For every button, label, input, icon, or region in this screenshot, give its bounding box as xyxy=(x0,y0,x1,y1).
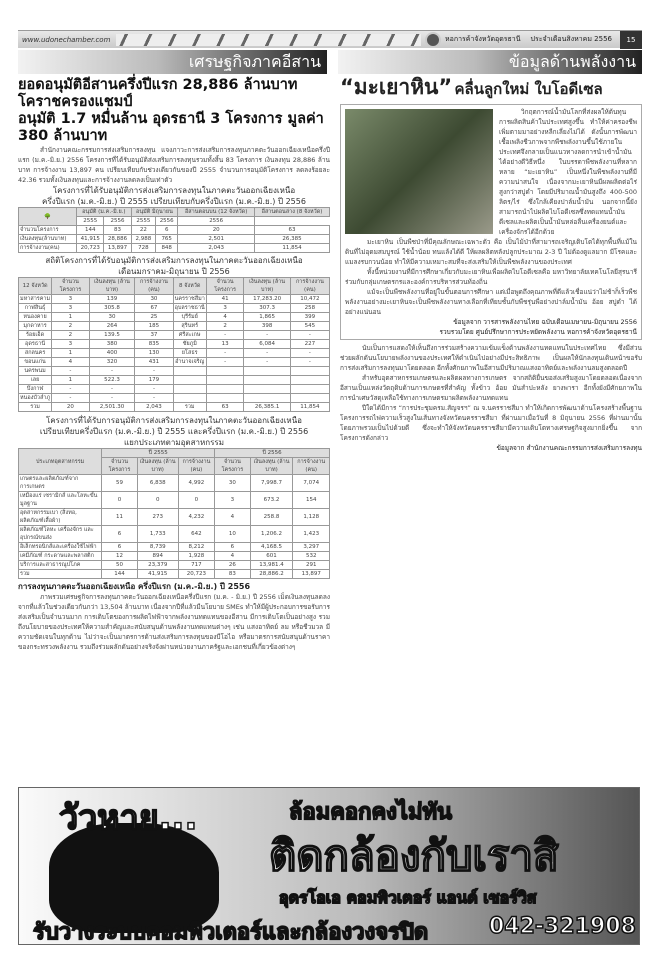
table-cell: 717 xyxy=(178,561,214,570)
th: อีสานตอนบน (12 จังหวัด) xyxy=(178,208,255,217)
table-cell: 765 xyxy=(156,235,178,244)
table-cell: ร้อยเอ็ด xyxy=(19,331,52,340)
table-cell: จำนวนโครงการ xyxy=(206,278,244,295)
table-cell: 41,915 xyxy=(77,235,104,244)
table-cell: 273 xyxy=(137,509,178,526)
table-cell: เงินลงทุน (ล้านบาท) xyxy=(244,278,290,295)
table-cell: 1 xyxy=(52,376,90,385)
table-row xyxy=(19,244,330,253)
table-cell: 2,988 xyxy=(131,235,155,244)
th: อนุมัติ มิถุนายน xyxy=(131,208,178,217)
table-cell: 7,998.7 xyxy=(250,475,293,492)
table-cell: 4 xyxy=(52,358,90,367)
table-cell: - xyxy=(206,358,244,367)
source-credit: ข้อมูลจาก วารสารพลังงานไทย ฉบับเดือนเมษายน-มิถุนายน 2556 xyxy=(453,318,637,326)
table-row xyxy=(19,492,330,509)
table-cell: หนองบัวลำภู xyxy=(20,395,51,401)
table-row xyxy=(19,358,330,367)
table-cell: 3,297 xyxy=(293,543,330,552)
table-row xyxy=(19,552,330,561)
table-cell: - xyxy=(135,385,173,394)
table-cell: - xyxy=(52,367,90,376)
table-cell: 13,897 xyxy=(104,244,131,253)
table-cell: 185 xyxy=(135,322,173,331)
table-row xyxy=(19,376,330,385)
table-cell: จำนวนโครงการ xyxy=(19,226,77,235)
table-cell: 4,992 xyxy=(178,475,214,492)
table-cell: 139.5 xyxy=(89,331,135,340)
table-cell: จำนวนโครงการ xyxy=(102,458,138,475)
table-cell: 431 xyxy=(135,358,173,367)
table-row xyxy=(19,349,330,358)
table-cell: 398 xyxy=(244,322,290,331)
table-cell xyxy=(173,376,206,385)
right-column xyxy=(340,75,642,453)
table-cell: - xyxy=(89,367,135,376)
table-cell: 4 xyxy=(206,313,244,322)
table-row xyxy=(19,367,330,376)
table-cell: เกษตรและผลิตภัณฑ์จากการเกษตร xyxy=(19,475,102,492)
table-cell: จำนวนโครงการ xyxy=(215,458,251,475)
table-cell: นครราชสีมา xyxy=(174,296,205,302)
table-cell: มหาสารคาม xyxy=(20,296,51,302)
table-cell: ยโสธร xyxy=(173,349,206,358)
table-cell: 26,385 xyxy=(255,235,330,244)
table-cell: การจ้างงาน (คน) xyxy=(135,278,173,295)
table-cell: ศรีสะเกษ xyxy=(173,331,206,340)
table-cell xyxy=(206,376,244,385)
table-cell xyxy=(290,394,329,403)
cctv-advertisement xyxy=(18,787,640,945)
article-paragraph: นับเป็นการแสดงให้เห็นถึงการร่วมสร้างความเข้มแข็งด้านพลังงานทดแทนในประเทศไทย ซึ่งมีส่วนช่วยผลักดันนโยบายพลังงานของประเทศให้ดำเนินไปอย่างมีประสิทธิภาพ เป็นผลให้นักลงทุนเดินหน้าขอรับการส่งเสริมการลงทุนมาโดยตลอด อีกทั้งศักยภาพในอีสานมีปริมาณแสงอาทิตย์และพลังงานลมสูงตลอดปี xyxy=(340,344,642,372)
th: ปี 2556 xyxy=(215,449,330,458)
table-cell: 13,897 xyxy=(293,570,330,579)
table-cell: 545 xyxy=(290,322,329,331)
table-row xyxy=(19,235,330,244)
table-cell: 83 xyxy=(104,226,131,235)
table-cell: 258 xyxy=(290,304,329,313)
table-cell: การจ้างงาน(คน) xyxy=(19,244,77,253)
table-cell: 728 xyxy=(131,244,155,253)
table-cell xyxy=(290,385,329,394)
table-cell: 22 xyxy=(131,226,155,235)
table-cell: 41,915 xyxy=(137,570,178,579)
table-cell: - xyxy=(290,358,329,367)
table-cell: - xyxy=(290,349,329,358)
table-cell: 399 xyxy=(290,313,329,322)
table-cell: 11,854 xyxy=(290,403,329,412)
page-header xyxy=(18,30,642,48)
table-cell: 11,854 xyxy=(255,244,330,253)
table-cell: 1,128 xyxy=(293,509,330,526)
table-row xyxy=(19,570,330,579)
intro-paragraph: สำนักงานคณะกรรมการส่งเสริมการลงทุน แจงภาวะการส่งเสริมการลงทุนภาคตะวันออกเฉียงเหนือครึ่งปีแรก (ม.ค.-มิ.ย.) 2556 โครงการที่ได้รับอนุมัติส่งเสริมการลงทุนรวมทั้งสิ้น 83 โครงการ เงินลงทุน 28,886 ล้านบาท การจ้างงาน 13,897 คน เปรียบเทียบกับช่วงเดียวกันของปี 2555 จำนวนการอนุมัติโครงการ ลดลงร้อยละ 42.36 รวมทั้งเงินลงทุนและการจ้างงานลดลงเป็นเท่าตัว xyxy=(18,146,330,184)
table-row xyxy=(19,543,330,552)
table-cell: เคมีภัณฑ์ กระดาษและพลาสติก xyxy=(19,552,102,561)
table2-caption: สถิติโครงการที่ได้รับอนุมัติการส่งเสริมการลงทุนในภาคตะวันออกเฉียงเหนือ xyxy=(45,256,303,265)
table-cell: 601 xyxy=(250,552,293,561)
approval-summary-table xyxy=(18,207,330,253)
table-cell: 7,074 xyxy=(293,475,330,492)
article-paragraph: ปีใดได้มีการ “การประชุมครม.สัญจรฯ” ณ จ.นครราชสีมา ทำให้เกิดการพัฒนาด้านโครงสร้างพื้นฐาน โครงการรถไฟความเร็วสูงในเส้นทางจังหวัดนครราชสีมา ที่ผ่านมาเมื่อวันที่ 8 มิถุนายน 2556 ที่ผ่านมานั้น โดยภาพรวมเป็นไปด้วยดี ซึ่งจะทำให้จังหวัดนครราชสีมามีความเติบโตทางเศรษฐกิจสูงมากยิ่งขึ้น จากโครงการดังกล่าว xyxy=(340,404,642,442)
table-cell: 139 xyxy=(89,295,135,304)
table-cell: 130 xyxy=(135,349,173,358)
table-cell: การจ้างงาน (คน) xyxy=(290,278,329,295)
table3-subcaption-2: แยกประเภทตามอุตสาหกรรม xyxy=(124,438,224,447)
table-cell: - xyxy=(135,394,173,403)
table-cell: 305.8 xyxy=(89,304,135,313)
table-cell: 8,739 xyxy=(137,543,178,552)
table-cell: 400 xyxy=(89,349,135,358)
table-cell: 3 xyxy=(52,340,90,349)
table-cell: - xyxy=(52,385,90,394)
plant-photo xyxy=(345,109,493,234)
table-cell: - xyxy=(206,331,244,340)
ad-headline: วัวหาย... xyxy=(59,798,198,838)
table-cell: จำนวนโครงการ xyxy=(52,278,90,295)
table-cell: - xyxy=(52,394,90,403)
table-cell: ชัยภูมิ xyxy=(173,340,206,349)
table-cell: 63 xyxy=(255,226,330,235)
table-cell: 2556 xyxy=(156,217,178,226)
table-cell: 59 xyxy=(102,475,138,492)
table-cell: 26,385.1 xyxy=(244,403,290,412)
table-cell: 20 xyxy=(52,403,90,412)
table-cell: 2556 xyxy=(104,217,131,226)
table-row xyxy=(19,295,330,304)
table-cell: - xyxy=(89,394,135,403)
table-cell: รวม xyxy=(173,403,206,412)
table-cell: 2 xyxy=(52,322,90,331)
table-cell: เลย xyxy=(19,376,52,385)
headline-line-2: อนุมัติ 1.7 หมื่นล้าน อุดรธานี 3 โครงการ มูลค่า 380 ล้านบาท xyxy=(18,111,324,144)
table-cell: 6 xyxy=(215,543,251,552)
table-cell: รวม xyxy=(19,570,102,579)
table1-caption: โครงการที่ได้รับอนุมัติการส่งเสริมการลงทุนในภาคตะวันออกเฉียงเหนือ xyxy=(52,186,296,195)
table-cell: - xyxy=(206,349,244,358)
table-row xyxy=(19,394,330,403)
tree-image: 🌳 xyxy=(19,208,77,226)
table-cell: 179 xyxy=(135,376,173,385)
table-cell: เหมืองแร่ เซรามิกส์ และโลหะขั้นมูลฐาน xyxy=(19,492,102,509)
table-cell: เงินลงทุน(ล้านบาท) xyxy=(19,235,77,244)
table-cell: กาฬสินธุ์ xyxy=(19,304,52,313)
body-paragraph: ภาพรวมเศรษฐกิจการลงทุนภาคตะวันออกเฉียงเหนือครึ่งปีแรก (ม.ค. - มิ.ย.) ปี 2556 เม็ดเงินลงทุนลดลงจากที่แล้วในช่วงเดียวกันกว่า 13,504 ล้านบาท เนื่องจากปีที่แล้วมีนโยบาย SMEs ทำให้มีผู้ประกอบการขอรับการส่งเสริมเป็นจำนวนมาก การเติบโตของการผลิตไฟฟ้าจากพลังงานทดแทนของอีสาน มีการเติบโตเป็นอย่างสูง รวมถึงนโยบายของประเทศให้ความสำคัญและสนับสนุนด้านพลังงานทดแทนต่างๆ เช่น แสงอาทิตย์ ลม หรือชีวมวล มีความชัดเจนในทุกด้าน ไม่ว่าจะเป็นมาตรการด้านส่งเสริมการลงทุนของบีโอไอ หรือมาตรการสนับสนุนด้านราคาของกระทรวงพลังงาน รวมถึงร่วมผลักดันอย่างจริงจังผ่านหน่วยงานภาครัฐและเอกชนที่เกี่ยวข้องต่างๆ xyxy=(18,593,330,651)
table-cell: 30 xyxy=(135,295,173,304)
page-number: 15 xyxy=(620,31,642,49)
table-cell: เงินลงทุน (ล้านบาท) xyxy=(89,278,135,295)
th: อีสานตอนล่าง (8 จังหวัด) xyxy=(255,208,330,217)
table-cell: เงินลงทุน (ล้านบาท) xyxy=(250,458,293,475)
table-cell: 1,206.2 xyxy=(250,526,293,543)
subheading: การลงทุนภาคตะวันออกเฉียงเหนือ ครึ่งปีแรก (ม.ค.-มิ.ย.) ปี 2556 xyxy=(18,582,251,591)
table-cell: หนองคาย xyxy=(19,313,52,322)
table-cell: 10,472 xyxy=(290,295,329,304)
table-row xyxy=(19,226,330,235)
table-cell: 642 xyxy=(178,526,214,543)
ad-tagline: ล้อมคอกคงไม่ทัน xyxy=(289,800,453,825)
table-cell xyxy=(244,394,290,403)
article-paragraph: วิกฤตการณ์น้ำมันโลกที่ส่งผลให้ต้นทุนการผลิตสินค้าในประเทศสูงขึ้น ทำให้ค่าครองชีพเพิ่มตามมาอย่างหลีกเลี่ยงไม่ได้ ดังนั้นการพัฒนาเชื้อเพลิงชีวภาพจากพืชพลังงานขึ้นใช้ภายในประเทศจึงกลายเป็นแนวทางลดการนำเข้าน้ำมันได้อย่างดีวิธีหนึ่ง ในบรรดาพืชพลังงานที่หลากหลาย “มะเยาหิน” เป็นหนึ่งในพืชพลังงานที่มีความน่าสนใจ เนื่องจากมะเยาหินมีผลผลิตต่อไร่สูงกว่าสบู่ดำ โดยมีปริมาณน้ำมันสูงถึง 400-500 ลิตร/ไร่ ซึ่งใกล้เคียงปาล์มน้ำมัน นอกจากนี้ยังสามารถนำไปผลิตไบโอดีเซลซึ่งทดแทนน้ำมันดีเซลและผลิตเป็นน้ำมันหล่อลื่นเครื่องยนต์และเครื่องจักรได้อีกด้วย xyxy=(499,108,637,236)
table-cell: 10 xyxy=(215,526,251,543)
issue-date: ประจำเดือนสิงหาคม 2556 xyxy=(530,35,612,43)
table-row xyxy=(19,322,330,331)
table-cell: 6 xyxy=(102,543,138,552)
table-cell: 8 จังหวัด xyxy=(173,278,206,295)
title-quote: “มะเยาหิน” xyxy=(340,75,453,99)
ad-slogan: ติดกล้องกับเราสิ xyxy=(269,831,559,880)
table-cell: 26 xyxy=(215,561,251,570)
headline-line-1: ยอดอนุมัติอีสานครึ่งปีแรก 28,886 ล้านบาท โคราชครองแชมป์ xyxy=(18,77,298,110)
table-cell: 41 xyxy=(206,295,244,304)
table-row xyxy=(19,509,330,526)
table-cell xyxy=(173,385,206,394)
table-cell: 2555 xyxy=(131,217,155,226)
table-cell: ขอนแก่น xyxy=(19,358,52,367)
industry-type-table xyxy=(18,448,330,579)
table-row xyxy=(19,313,330,322)
table-row xyxy=(19,331,330,340)
ad-company: อุดรโอเอ คอมพิวเตอร์ แอนด์ เซอร์วิส xyxy=(279,888,537,907)
section-header-economy: เศรษฐกิจภาคอีสาน xyxy=(18,50,327,74)
table-cell: - xyxy=(244,358,290,367)
article-paragraph: แม้จะเป็นพืชพลังงานที่อยู่ในขั้นตอนการศึกษา แต่เมื่อพูดถึงคุณภาพที่ดีแล้วเชื่อแน่ว่าไม่ช้าก็เร็วพืชพลังงานอย่างมะเยาหินจะเป็นพืชพลังงานทางเลือกที่เทียบชั้นกับพืชรุ่นพี่อย่างปาล์มน้ำมัน อ้อย สบู่ดำ ได้อย่างแน่นอน xyxy=(345,288,637,316)
table-cell xyxy=(290,376,329,385)
article-paragraph: มะเยาหิน เป็นพืชป่าที่มีคุณลักษณะเฉพาะตัว คือ เป็นไม้ป่าที่สามารถเจริญเติบโตได้ทุกพื้นที่แม้ในดินที่ไม่อุดมสมบูรณ์ ใช้น้ำน้อย ทนแล้งได้ดี ให้ผลผลิตหลังปลูกประมาณ 2-3 ปี ไม่ต้องดูแลมาก มีโรคและแมลงรบกวนน้อย ทำให้มีความเหมาะสมที่จะส่งเสริมให้เป็นพืชพลังงานของประเทศ xyxy=(345,238,637,266)
table-cell: 6,838 xyxy=(137,475,178,492)
table-cell: 1 xyxy=(52,349,90,358)
table-cell xyxy=(206,385,244,394)
table-cell: 2 xyxy=(52,331,90,340)
table-cell: บึงกาฬ xyxy=(19,385,52,394)
table-cell: 37 xyxy=(135,331,173,340)
table-cell: 2,501.30 xyxy=(89,403,135,412)
table-cell: 12 xyxy=(102,552,138,561)
table-cell: - xyxy=(244,331,290,340)
table-cell: 894 xyxy=(137,552,178,561)
table-cell: 673.2 xyxy=(250,492,293,509)
table-cell: 1 xyxy=(52,313,90,322)
ad-phone: 042-321908 xyxy=(489,914,636,939)
table-cell: อิเล็กทรอนิกส์และเครื่องใช้ไฟฟ้า xyxy=(19,543,102,552)
table-cell: 2555 xyxy=(77,217,104,226)
table-cell: 13 xyxy=(206,340,244,349)
decorative-stripes xyxy=(116,34,421,46)
table-row xyxy=(19,403,330,412)
table-cell: 28,886 xyxy=(104,235,131,244)
table-cell: 848 xyxy=(156,244,178,253)
table-cell: 23,379 xyxy=(137,561,178,570)
table-cell: 12 จังหวัด xyxy=(19,278,52,295)
table-cell: 3 xyxy=(206,304,244,313)
table-cell: การจ้างงาน (คน) xyxy=(178,458,214,475)
table-cell: 154 xyxy=(293,492,330,509)
table-cell xyxy=(244,385,290,394)
table-cell: 3 xyxy=(52,304,90,313)
table-row xyxy=(19,561,330,570)
table-cell: 17,283.20 xyxy=(244,295,290,304)
table-cell: บุรีรัมย์ xyxy=(173,313,206,322)
table-cell: 144 xyxy=(77,226,104,235)
table-cell: อุดรธานี xyxy=(19,340,52,349)
publisher-name: หอการค้าจังหวัดอุดรธานี xyxy=(445,35,521,43)
table-cell: อำนาจเจริญ xyxy=(173,358,206,367)
table-cell: 1,928 xyxy=(178,552,214,561)
table-cell: 1,733 xyxy=(137,526,178,543)
table-cell: 50 xyxy=(102,561,138,570)
table-cell: นครพนม xyxy=(19,367,52,376)
table-cell xyxy=(206,367,244,376)
table-cell: รวม xyxy=(19,403,52,412)
table-cell: ผลิตภัณฑ์โลหะ เครื่องจักร และอุปกรณ์ขนส่ง xyxy=(19,526,102,543)
table-cell: - xyxy=(244,349,290,358)
table-cell: 2,043 xyxy=(178,244,255,253)
table-cell xyxy=(244,367,290,376)
table-cell: 28,886.2 xyxy=(250,570,293,579)
table-cell: 264 xyxy=(89,322,135,331)
table-cell: 6 xyxy=(102,526,138,543)
table-cell: 0 xyxy=(102,492,138,509)
table-cell: 30 xyxy=(89,313,135,322)
table-cell: 320 xyxy=(89,358,135,367)
table-cell: 20,723 xyxy=(77,244,104,253)
website-url: www.udonechamber.com xyxy=(22,35,111,44)
province-stats-table xyxy=(18,277,330,412)
table-cell: สกลนคร xyxy=(19,349,52,358)
table-cell: 3 xyxy=(52,295,90,304)
table-cell: 0 xyxy=(137,492,178,509)
table-cell: มุกดาหาร xyxy=(19,322,52,331)
table-cell: 6,084 xyxy=(244,340,290,349)
table-cell: การจ้างงาน (คน) xyxy=(293,458,330,475)
table-cell: 522.3 xyxy=(89,376,135,385)
table1-subcaption: ครึ่งปีแรก (ม.ค.-มิ.ย.) ปี 2555 เปรียบเทียบกับครึ่งปีแรก (ม.ค.-มิ.ย.) ปี 2556 xyxy=(42,197,306,206)
table-cell: 1,423 xyxy=(293,526,330,543)
table-cell: 4 xyxy=(215,552,251,561)
table-row xyxy=(19,304,330,313)
table-row xyxy=(19,526,330,543)
table-cell xyxy=(206,394,244,403)
compiler-credit: รวบรวมโดย ศูนย์ปรึกษาการประหยัดพลังงาน หอการค้าจังหวัดอุดรธานี xyxy=(439,328,637,336)
th: ประเภทอุตสาหกรรม xyxy=(19,449,102,475)
article-title xyxy=(340,75,642,104)
left-column xyxy=(18,77,330,652)
table-cell: 4,232 xyxy=(178,509,214,526)
table-cell: 307.3 xyxy=(244,304,290,313)
th: ปี 2555 xyxy=(102,449,215,458)
table-cell: - xyxy=(89,385,135,394)
table-cell: 258.8 xyxy=(250,509,293,526)
table-cell: 13,981.4 xyxy=(250,561,293,570)
section-header-energy: ข้อมูลด้านพลังงาน xyxy=(338,50,642,74)
table-cell: 835 xyxy=(135,340,173,349)
table-cell: 227 xyxy=(290,340,329,349)
ad-service: รับวางระบบคอมพิวเตอร์และกล้องวงจรปิด xyxy=(33,920,429,945)
table-cell: 380 xyxy=(89,340,135,349)
source-credit: ข้อมูลจาก สำนักงานคณะกรรมการส่งเสริมการลงทุน xyxy=(496,444,642,452)
table-cell: 3 xyxy=(215,492,251,509)
table-cell: 30 xyxy=(215,475,251,492)
table-cell: 0 xyxy=(178,492,214,509)
table-cell: 2556 xyxy=(178,217,255,226)
table-cell: 11 xyxy=(102,509,138,526)
article-paragraph: สำหรับอุตสาหกรรมเกษตรและผลิตผลทางการเกษตร จากสถิติยื่นขอส่งเสริมสูงมาโดยตลอดเนื่องจากอีสานเป็นแหล่งวัตถุดิบด้านการเกษตรที่สำคัญ ทั้งข้าว อ้อย มันสำปะหลัง ยางพารา อีกทั้งยังมีศักยภาพในการนำเศษวัสดุเหลือใช้ทางการเกษตรมาผลิตพลังงานทดแทน xyxy=(340,374,642,402)
table-cell: 2,043 xyxy=(135,403,173,412)
table-cell: 532 xyxy=(293,552,330,561)
table-row xyxy=(19,385,330,394)
table-cell xyxy=(244,376,290,385)
table-cell: อุบลราชธานี xyxy=(174,305,205,311)
article-box xyxy=(340,104,642,340)
table-cell xyxy=(173,367,206,376)
table-cell: 25 xyxy=(135,313,173,322)
table-cell: 1,865 xyxy=(244,313,290,322)
table-cell: บริการและสาธารณูปโภค xyxy=(19,561,102,570)
table-cell: 8,212 xyxy=(178,543,214,552)
table-cell xyxy=(290,367,329,376)
th: อนุมัติ (ม.ค.-มิ.ย.) xyxy=(77,208,132,217)
table-cell: สุรินทร์ xyxy=(173,322,206,331)
table-cell: 2,501 xyxy=(178,235,255,244)
table-cell: 20,723 xyxy=(178,570,214,579)
table-row xyxy=(19,475,330,492)
table-cell: 6 xyxy=(156,226,178,235)
table-cell: 63 xyxy=(206,403,244,412)
table-cell: - xyxy=(290,331,329,340)
table-cell xyxy=(173,394,206,403)
chamber-seal-icon xyxy=(425,32,441,48)
article-paragraph: ทั้งนี้หน่วยงานที่มีการศึกษาเกี่ยวกับมะเยาหินเพื่อผลิตไบโอดีเซลคือ มหาวิทยาลัยเทคโนโลยีสุรนารี ร่วมกับกลุ่มเกษตรกรและองค์การบริหารส่วนท้องถิ่น xyxy=(345,268,637,286)
table3-subcaption: เปรียบเทียบครึ่งปีแรก (ม.ค.-มิ.ย.) ปี 2555 และครึ่งปีแรก (ม.ค.-มิ.ย.) ปี 2556 xyxy=(39,427,309,436)
table-cell: อุตสาหกรรมเบา (สิ่งทอ, ผลิตภัณฑ์เสื้อผ้า) xyxy=(19,509,102,526)
table-cell: 20 xyxy=(178,226,255,235)
table-cell: 144 xyxy=(102,570,138,579)
table-row xyxy=(19,340,330,349)
table3-caption: โครงการที่ได้รับการอนุมัติการส่งเสริมการลงทุนในภาคตะวันออกเฉียงเหนือ xyxy=(46,416,302,425)
table-cell: 83 xyxy=(215,570,251,579)
table2-subcaption: เดือนมกราคม-มิถุนายน ปี 2556 xyxy=(118,267,230,276)
table-cell: 4,168.5 xyxy=(250,543,293,552)
title-rest: คลื่นลูกใหม่ ใบโอดีเซล xyxy=(454,80,603,98)
table-cell: 4 xyxy=(215,509,251,526)
table-cell: 67 xyxy=(135,304,173,313)
table-cell: เงินลงทุน (ล้านบาท) xyxy=(137,458,178,475)
table-cell: 291 xyxy=(293,561,330,570)
table-cell: - xyxy=(135,367,173,376)
table-cell: 2 xyxy=(206,322,244,331)
